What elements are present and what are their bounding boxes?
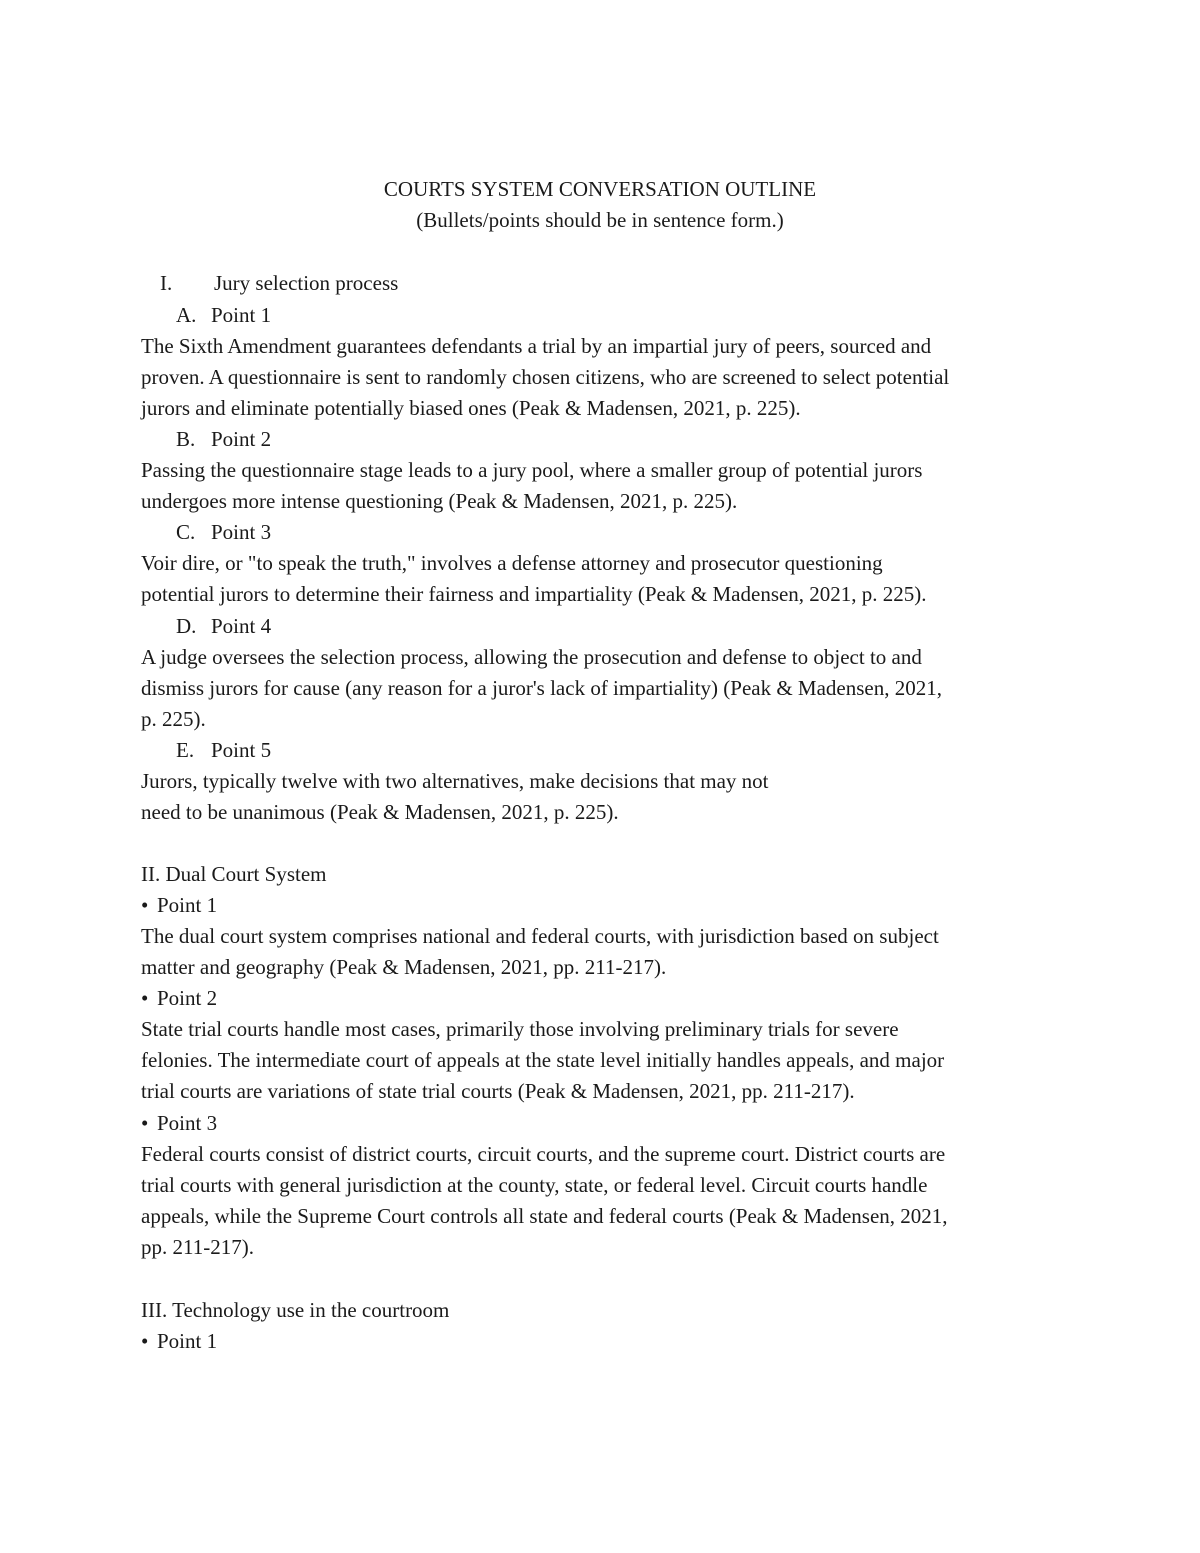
- document-title: COURTS SYSTEM CONVERSATION OUTLINE: [383, 177, 817, 201]
- paragraph-line: dismiss jurors for cause (any reason for a juror's lack of impartiality) (Peak & Madensen, 2021,: [141, 676, 942, 700]
- bullet-icon: •: [141, 986, 149, 1010]
- paragraph-line: felonies. The intermediate court of appeals at the state level initially handles appeals, and major: [141, 1048, 945, 1072]
- paragraph-line: Federal courts consist of district courts, circuit courts, and the supreme court. District courts are: [141, 1142, 946, 1166]
- bullet-icon: •: [141, 1111, 149, 1135]
- document-subtitle: (Bullets/points should be in sentence form.): [416, 208, 784, 232]
- paragraph-line: pp. 211-217).: [141, 1235, 254, 1259]
- point-label: Point 5: [211, 738, 272, 762]
- paragraph-line: trial courts are variations of state trial courts (Peak & Madensen, 2021, pp. 211-217).: [141, 1079, 855, 1103]
- paragraph-line: The Sixth Amendment guarantees defendants a trial by an impartial jury of peers, sourced and: [141, 334, 932, 358]
- point-label: Point 3: [157, 1111, 218, 1135]
- point-letter: E.: [176, 738, 195, 762]
- paragraph-line: Voir dire, or "to speak the truth," involves a defense attorney and prosecutor questioning: [141, 551, 883, 575]
- point-label: Point 4: [211, 614, 272, 638]
- paragraph-line: jurors and eliminate potentially biased ones (Peak & Madensen, 2021, p. 225).: [141, 396, 801, 420]
- bullet-icon: •: [141, 893, 149, 917]
- paragraph-line: proven. A questionnaire is sent to randomly chosen citizens, who are screened to select potential: [141, 365, 950, 389]
- point-letter: D.: [176, 614, 197, 638]
- paragraph-line: A judge oversees the selection process, allowing the prosecution and defense to object to and: [141, 645, 922, 669]
- section-heading: III. Technology use in the courtroom: [141, 1298, 450, 1322]
- point-label: Point 3: [211, 520, 272, 544]
- point-label: Point 2: [211, 427, 272, 451]
- paragraph-line: matter and geography (Peak & Madensen, 2021, pp. 211-217).: [141, 955, 667, 979]
- paragraph-line: appeals, while the Supreme Court controls all state and federal courts (Peak & Madensen, 2021,: [141, 1204, 948, 1228]
- bullet-item: [141, 1108, 217, 1139]
- paragraph-line: potential jurors to determine their fairness and impartiality (Peak & Madensen, 2021, p. 225).: [141, 582, 927, 606]
- point-label: Point 1: [211, 303, 272, 327]
- bullet-item: [141, 983, 217, 1014]
- bullet-item: [141, 1326, 217, 1357]
- point-label: Point 1: [157, 1329, 218, 1353]
- paragraph-line: undergoes more intense questioning (Peak & Madensen, 2021, p. 225).: [141, 489, 738, 513]
- paragraph-line: need to be unanimous (Peak & Madensen, 2021, p. 225).: [141, 800, 619, 824]
- paragraph-line: p. 225).: [141, 707, 206, 731]
- paragraph-line: The dual court system comprises national and federal courts, with jurisdiction based on subject: [141, 924, 939, 948]
- section-numeral: I.: [160, 271, 173, 295]
- bullet-item: [141, 890, 217, 921]
- point-letter: A.: [176, 303, 197, 327]
- section-heading: II. Dual Court System: [141, 862, 327, 886]
- point-letter: B.: [176, 427, 196, 451]
- paragraph-line: Passing the questionnaire stage leads to a jury pool, where a smaller group of potential jurors: [141, 458, 923, 482]
- paragraph-line: State trial courts handle most cases, primarily those involving preliminary trials for severe: [141, 1017, 899, 1041]
- section-heading: Jury selection process: [214, 271, 399, 295]
- paragraph-line: Jurors, typically twelve with two alternatives, make decisions that may not: [141, 769, 769, 793]
- paragraph-line: trial courts with general jurisdiction at the county, state, or federal level. Circuit courts handle: [141, 1173, 928, 1197]
- point-label: Point 1: [157, 893, 218, 917]
- point-label: Point 2: [157, 986, 218, 1010]
- point-letter: C.: [176, 520, 196, 544]
- bullet-icon: •: [141, 1329, 149, 1353]
